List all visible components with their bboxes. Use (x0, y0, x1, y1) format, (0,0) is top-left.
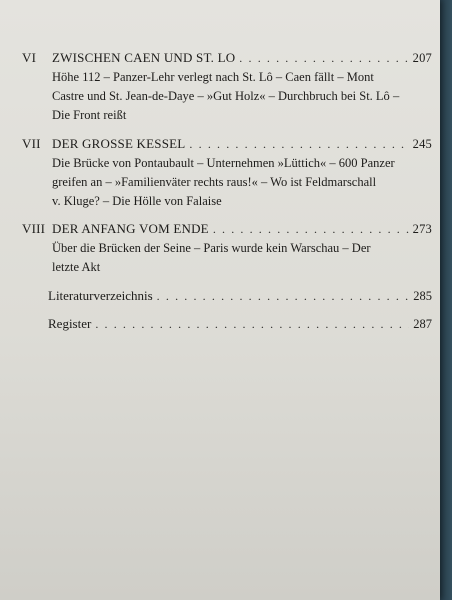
summary-word: – (329, 156, 336, 170)
summary-word: St. Jean-de-Daye (108, 89, 195, 103)
summary-word: und (87, 89, 106, 103)
summary-word: St. Lô (242, 70, 273, 84)
summary-word: Wo (270, 175, 288, 189)
chapter-summary (52, 68, 430, 125)
summary-word: St. Lô (359, 89, 390, 103)
summary-word: »Lüttich« (277, 156, 327, 170)
chapter-summary (52, 154, 430, 211)
summary-word: der (144, 241, 160, 255)
summary-word: – (103, 70, 110, 84)
summary-word: Panzer (360, 156, 395, 170)
summary-word: »Familienväter (114, 175, 191, 189)
summary-word: Durchbruch (278, 89, 338, 103)
summary-word: raus!« (226, 175, 258, 189)
summary-word: kein (265, 241, 288, 255)
summary-word: Der (351, 241, 371, 255)
summary-word: ist (290, 175, 303, 189)
summary-word: an (90, 175, 103, 189)
summary-word: verlegt (177, 70, 213, 84)
appendix-label: Register (48, 316, 92, 331)
chapter-heading (22, 136, 432, 154)
chapter-title: ZWISCHEN CAEN UND ST. LO (52, 50, 236, 65)
appendix-page-number: 285 (413, 289, 432, 303)
summary-word: – (197, 156, 204, 170)
summary-word: Über (52, 241, 77, 255)
summary-word: fällt (314, 70, 335, 84)
appendix-label: Literaturverzeichnis (48, 288, 153, 303)
chapter-summary (52, 239, 430, 277)
summary-word: – (275, 70, 283, 84)
summary-word: nach (215, 70, 240, 84)
chapter-page-number: 245 (412, 137, 432, 151)
summary-word: Brücken (98, 241, 141, 255)
summary-word: – (261, 175, 268, 189)
dot-leader (239, 51, 408, 66)
chapter-number: VII (22, 136, 41, 151)
summary-word: Höhe 112 (52, 70, 101, 84)
summary-line (52, 87, 430, 106)
summary-word: Unternehmen (206, 156, 275, 170)
summary-word: Warschau (290, 241, 340, 255)
summary-word: 600 (338, 156, 358, 170)
summary-word: – (337, 70, 344, 84)
summary-word: »Gut (206, 89, 232, 103)
dot-leader (95, 317, 409, 332)
summary-word: Paris (203, 241, 229, 255)
summary-line: v. Kluge? – Die Hölle von Falaise (52, 194, 222, 208)
summary-line (52, 154, 430, 173)
summary-word: greifen (52, 175, 88, 189)
summary-word: Die (52, 156, 71, 170)
summary-word: – (194, 241, 201, 255)
summary-word: Castre (52, 89, 84, 103)
summary-word: bei (340, 89, 357, 103)
summary-word: – (268, 89, 275, 103)
summary-word: Mont (346, 70, 374, 84)
summary-word: Panzer-Lehr (113, 70, 175, 84)
appendix-entry (48, 316, 432, 334)
summary-word: Pontaubault (134, 156, 195, 170)
summary-word: Feldmarschall (305, 175, 377, 189)
dot-leader (189, 137, 408, 152)
summary-word: – (197, 89, 204, 103)
chapter-title: DER ANFANG VOM ENDE (52, 221, 209, 236)
chapter-page-number: 273 (412, 222, 432, 236)
chapter-heading (22, 50, 432, 68)
summary-word: Caen (285, 70, 311, 84)
chapter-page-number: 207 (412, 51, 432, 65)
summary-word: Holz« (234, 89, 266, 103)
summary-word: die (80, 241, 96, 255)
chapter-heading (22, 221, 432, 239)
summary-word: – (105, 175, 112, 189)
summary-word: von (112, 156, 132, 170)
summary-word: – (342, 241, 349, 255)
chapter-number: VI (22, 50, 37, 65)
summary-word: Seine (163, 241, 191, 255)
summary-line (52, 239, 430, 258)
dot-leader (213, 222, 409, 237)
summary-line: letzte Akt (52, 260, 101, 274)
summary-word: wurde (231, 241, 263, 255)
summary-word: Brücke (73, 156, 110, 170)
appendix-page-number: 287 (413, 317, 432, 331)
chapter-title: DER GROSSE KESSEL (52, 136, 186, 151)
chapter-number: VIII (22, 221, 46, 236)
summary-line (52, 173, 430, 192)
summary-word: rechts (193, 175, 224, 189)
summary-line (52, 68, 430, 87)
summary-line: Die Front reißt (52, 108, 127, 122)
summary-word: – (392, 89, 400, 103)
appendix-entry (48, 288, 432, 306)
dot-leader (157, 289, 410, 304)
